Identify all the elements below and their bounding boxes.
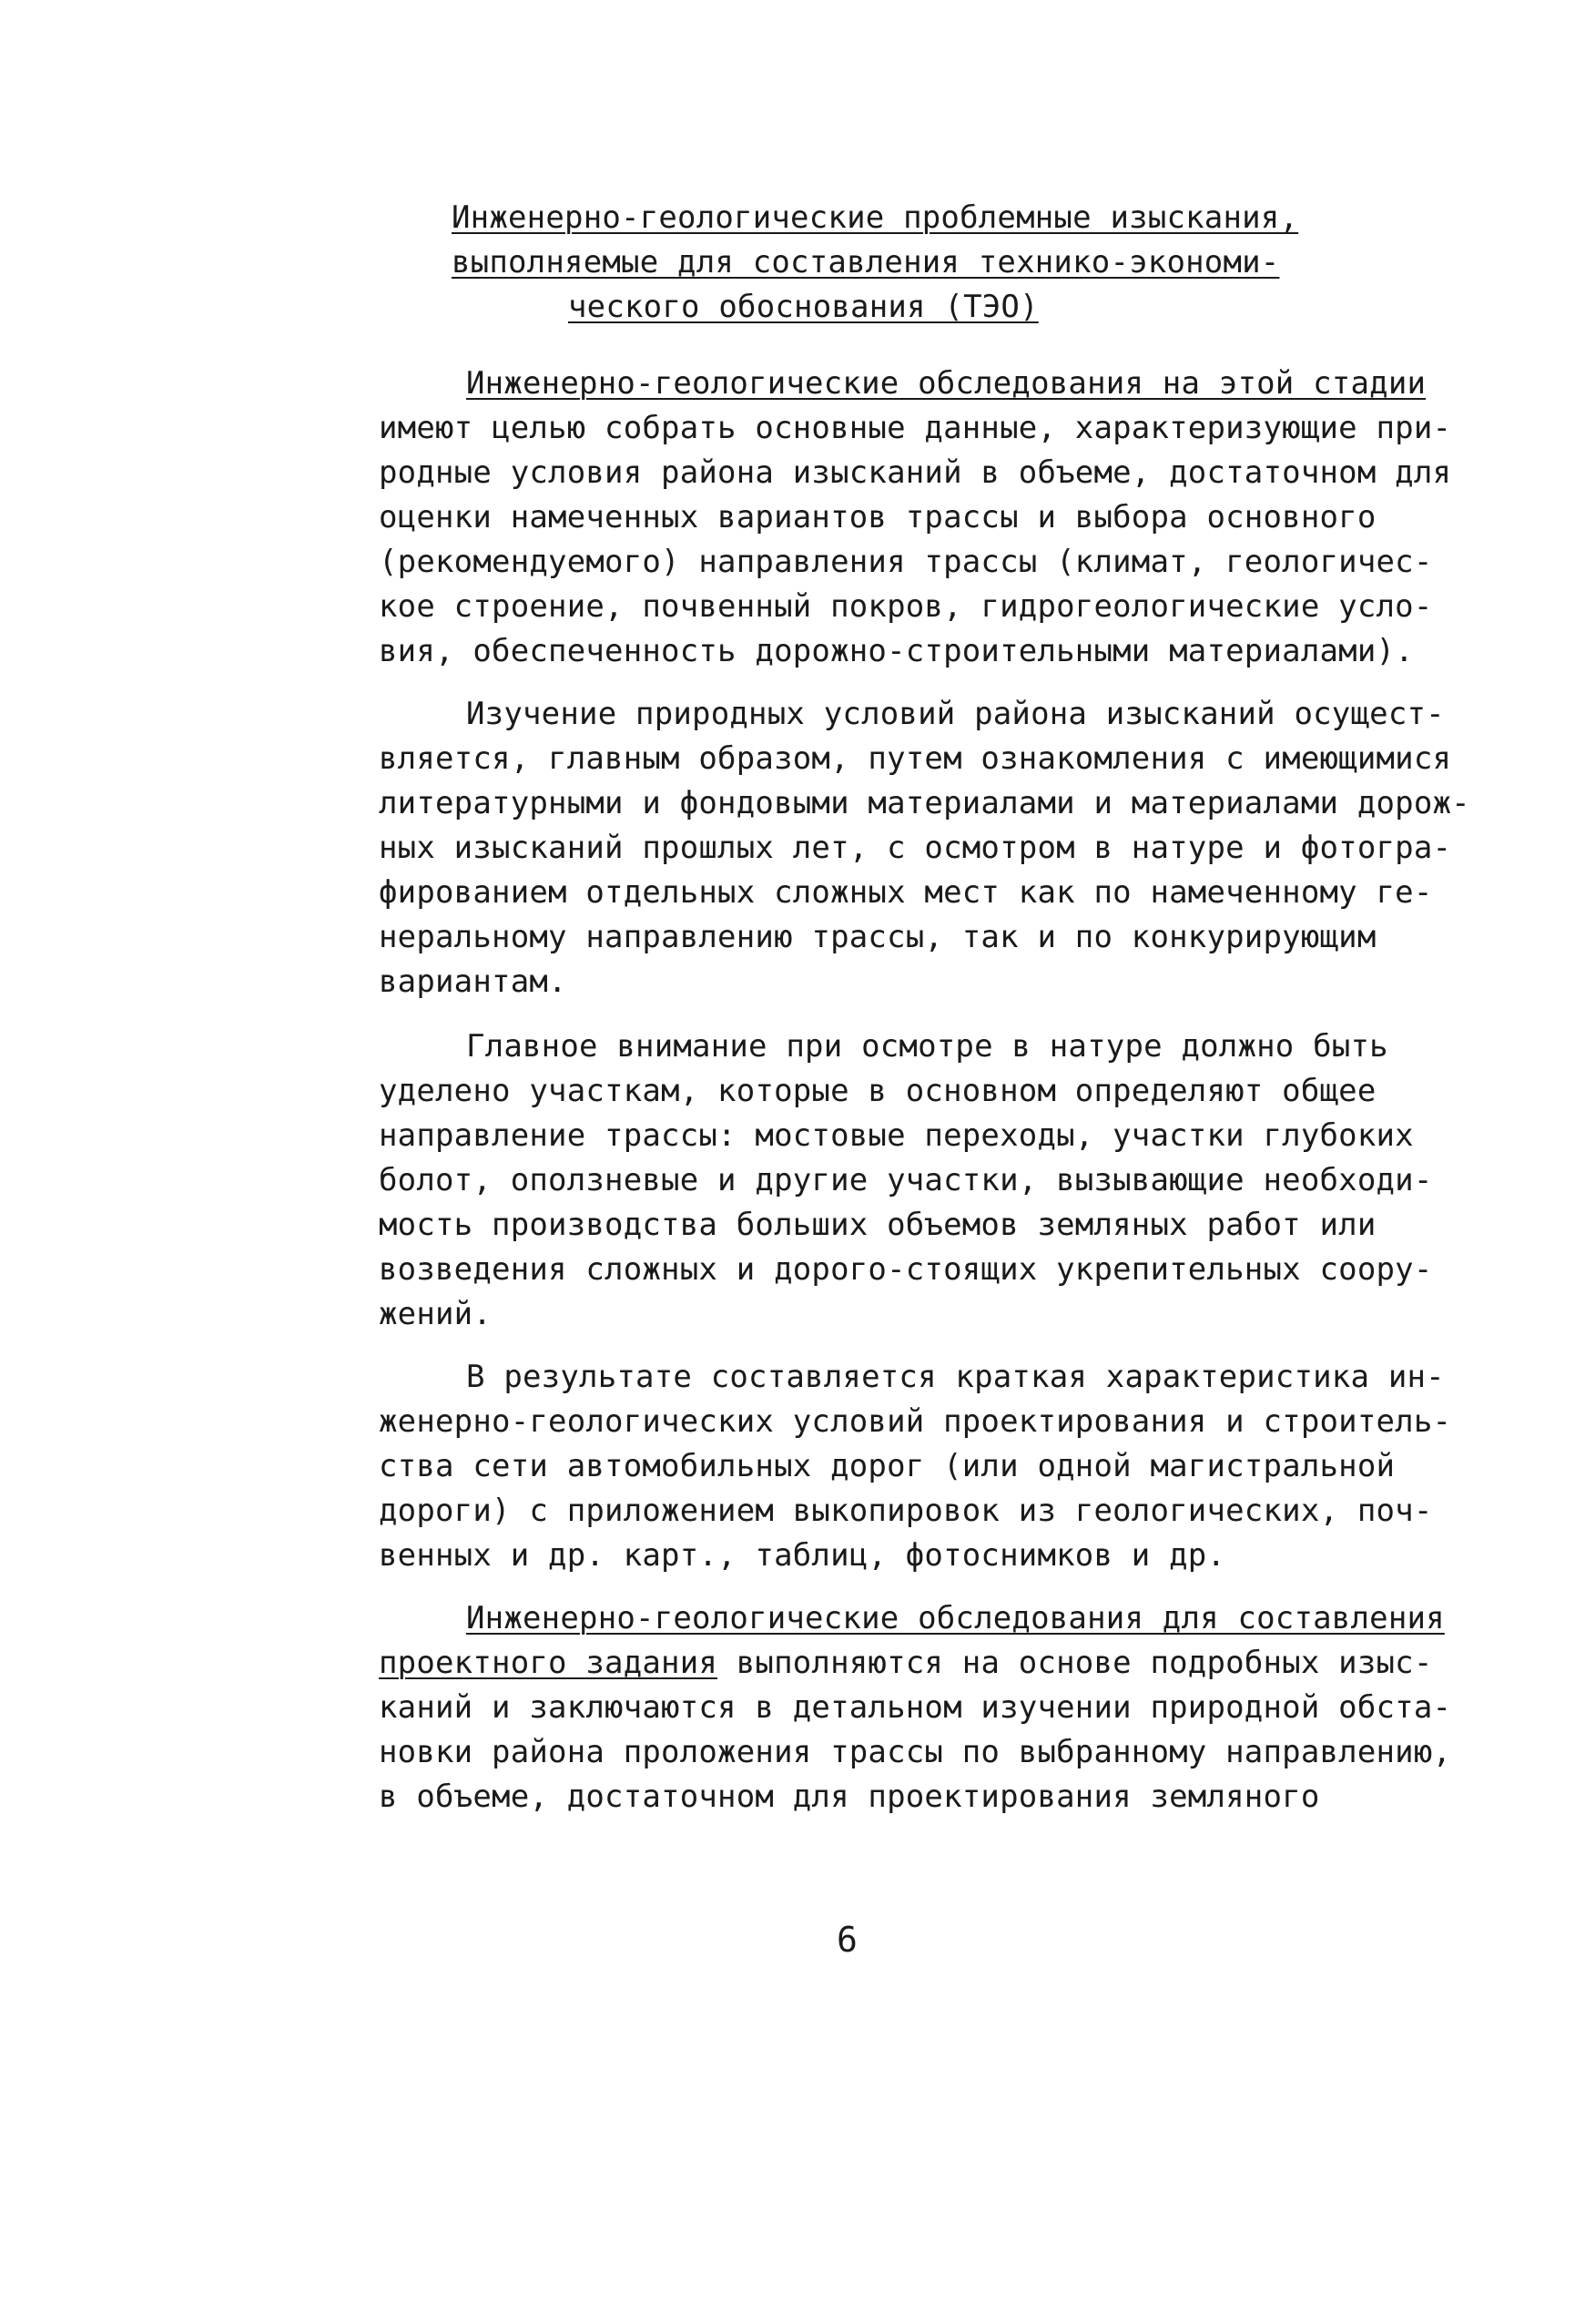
paragraph-4-line: В результате составляется краткая характеристика ин- bbox=[466, 1359, 1445, 1395]
paragraph-2-line: вариантам. bbox=[379, 963, 567, 1000]
paragraph-1-line: родные условия района изысканий в объеме, достаточном для bbox=[379, 454, 1452, 491]
paragraph-5-line: новки района проложения трассы по выбранному направлению, bbox=[379, 1734, 1452, 1770]
paragraph-5-line-2-rest: выполняются на основе подробных изыс- bbox=[717, 1645, 1433, 1681]
paragraph-2-line: неральному направлению трассы, так и по конкурирующим bbox=[379, 919, 1377, 955]
title-line-1: Инженерно-геологические проблемные изыскания, bbox=[452, 199, 1299, 236]
paragraph-2-line: Изучение природных условий района изысканий осущест- bbox=[466, 696, 1445, 732]
paragraph-1-line: кое строение, почвенный покров, гидрогеологические усло- bbox=[379, 588, 1433, 625]
paragraph-1-line: оценки намеченных вариантов трассы и выбора основного bbox=[379, 499, 1377, 535]
title-line-2: выполняемые для составления технико-экономи- bbox=[452, 244, 1280, 280]
paragraph-2-line: ных изысканий прошлых лет, с осмотром в натуре и фотогра- bbox=[379, 830, 1452, 866]
paragraph-3-line: мость производства больших объемов земляных работ или bbox=[379, 1207, 1377, 1243]
paragraph-5-line: в объеме, достаточном для проектирования земляного bbox=[379, 1779, 1320, 1815]
paragraph-4-line: женерно-геологических условий проектирования и строитель- bbox=[379, 1403, 1452, 1440]
paragraph-1-line: (рекомендуемого) направления трассы (климат, геологичес- bbox=[379, 544, 1433, 580]
paragraph-3-line: болот, оползневые и другие участки, вызывающие необходи- bbox=[379, 1162, 1433, 1198]
paragraph-3-line: Главное внимание при осмотре в натуре должно быть bbox=[466, 1028, 1388, 1065]
paragraph-1-line: вия, обеспеченность дорожно-строительными материалами). bbox=[379, 633, 1414, 669]
title-line-3: ческого обоснования (ТЭО) bbox=[568, 289, 1039, 325]
paragraph-4-line: венных и др. карт., таблиц, фотоснимков и др. bbox=[379, 1537, 1226, 1574]
paragraph-2 bbox=[379, 692, 1470, 1004]
page-number: 6 bbox=[837, 1920, 858, 1960]
paragraph-3-line: возведения сложных и дорого-стоящих укрепительных соору- bbox=[379, 1251, 1433, 1288]
paragraph-2-line: литературными и фондовыми материалами и материалами дорож- bbox=[379, 785, 1470, 821]
paragraph-3-line: уделено участкам, которые в основном определяют общее bbox=[379, 1073, 1377, 1109]
paragraph-5 bbox=[379, 1596, 1452, 1819]
paragraph-2-line: фированием отдельных сложных мест как по намеченному ге- bbox=[379, 874, 1433, 911]
paragraph-4 bbox=[379, 1355, 1452, 1578]
paragraph-5-line: каний и заключаются в детальном изучении природной обста- bbox=[379, 1689, 1452, 1726]
paragraph-5-underlined-term: проектного задания bbox=[379, 1645, 718, 1681]
paragraph-1 bbox=[379, 362, 1452, 674]
paragraph-2-line: вляется, главным образом, путем ознакомления с имеющимися bbox=[379, 740, 1452, 777]
paragraph-1-heading: Инженерно-геологические обследования на этой стадии bbox=[466, 365, 1427, 402]
paragraph-3-line: направление трассы: мостовые переходы, участки глубоких bbox=[379, 1117, 1414, 1154]
paragraph-1-line: имеют целью собрать основные данные, характеризующие при- bbox=[379, 410, 1452, 446]
paragraph-4-line: дороги) с приложением выкопировок из геологических, поч- bbox=[379, 1493, 1433, 1529]
paragraph-3-line: жений. bbox=[379, 1296, 493, 1332]
section-title bbox=[452, 196, 1499, 330]
paragraph-5-heading: Инженерно-геологические обследования для составления bbox=[466, 1600, 1445, 1636]
paragraph-4-line: ства сети автомобильных дорог (или одной магистральной bbox=[379, 1448, 1396, 1484]
paragraph-5-line-2 bbox=[379, 1641, 1433, 1686]
paragraph-3 bbox=[379, 1024, 1433, 1337]
